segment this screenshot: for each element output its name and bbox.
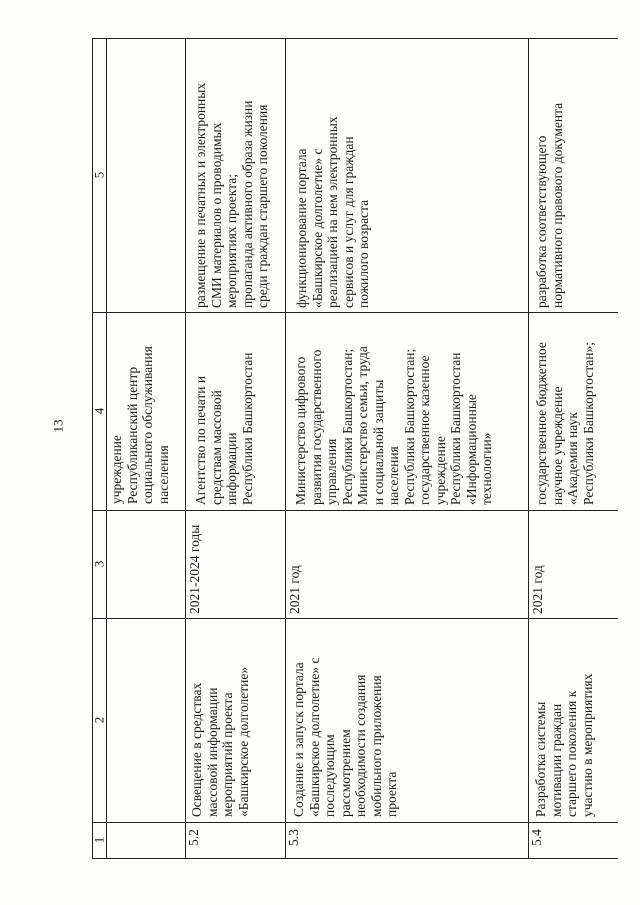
cell-term: 2021-2024 годы [187,524,202,614]
col-divider-3-4 [92,510,618,511]
cell-number: 5.3 [286,829,301,846]
table-border-top [92,38,618,39]
col-divider-2-3 [92,618,618,619]
row-divider-2 [285,38,286,858]
cell-executor: Министерство цифрового развития государственного управления Республики Башкортостан; Министерство семьи, труда и социальной защиты населения Республики Башкортостан; государственное казенное учреждение Республики Башкортостан «Информационные технологии» [293,346,494,505]
cell-number: 5.2 [186,829,201,846]
row-divider-1 [185,38,186,858]
cell-event: Разработка системы мотивации граждан старшего поколения к участию в мероприятиях [533,673,595,817]
cell-term: 2021 год [287,565,302,614]
header-col-4: 4 [91,407,107,415]
cell-term: 2021 год [530,565,545,614]
cell-result: функционирование портала «Башкирское долголетие» с реализацией на нем электронных сервисов и услуг для граждан пожилого возраста [294,116,371,308]
row-divider-3 [528,38,529,858]
col-divider-4-5 [92,312,618,313]
cell-executor: государственное бюджетное научное учреждение «Академия наук Республики Башкортостан»; [534,341,596,505]
cell-number: 5.4 [529,829,544,846]
col-divider-1-2 [92,822,618,823]
page-number: 13 [50,419,66,433]
header-col-5: 5 [91,171,107,179]
cell-event: Создание и запуск портала «Башкирское долголетие» с последующим рассмотрением необходимости создания мобильного приложения проекта [291,657,399,817]
table-border-left [92,38,93,858]
cell-executor: учреждение Республиканский центр социального обслуживания населения [109,346,171,504]
header-col-2: 2 [91,716,107,724]
cell-event: Освещение в средствах массовой информации мероприятий проекта «Башкирское долголетие» [189,666,251,817]
header-col-1: 1 [91,836,107,844]
cell-result: разработка соответствующего нормативного правового документа [534,102,565,308]
header-col-3: 3 [91,560,107,568]
cell-executor: Агентство по печати и средствам массовой информации Республики Башкортостан [193,352,255,505]
header-row-divider [106,38,107,858]
cell-result: размещение в печатных и электронных СМИ материалов о проводимых мероприятиях проекта; пропаганда активного образа жизни среди граждан старшего поколения [193,82,270,308]
table-border-bottom [92,858,618,859]
